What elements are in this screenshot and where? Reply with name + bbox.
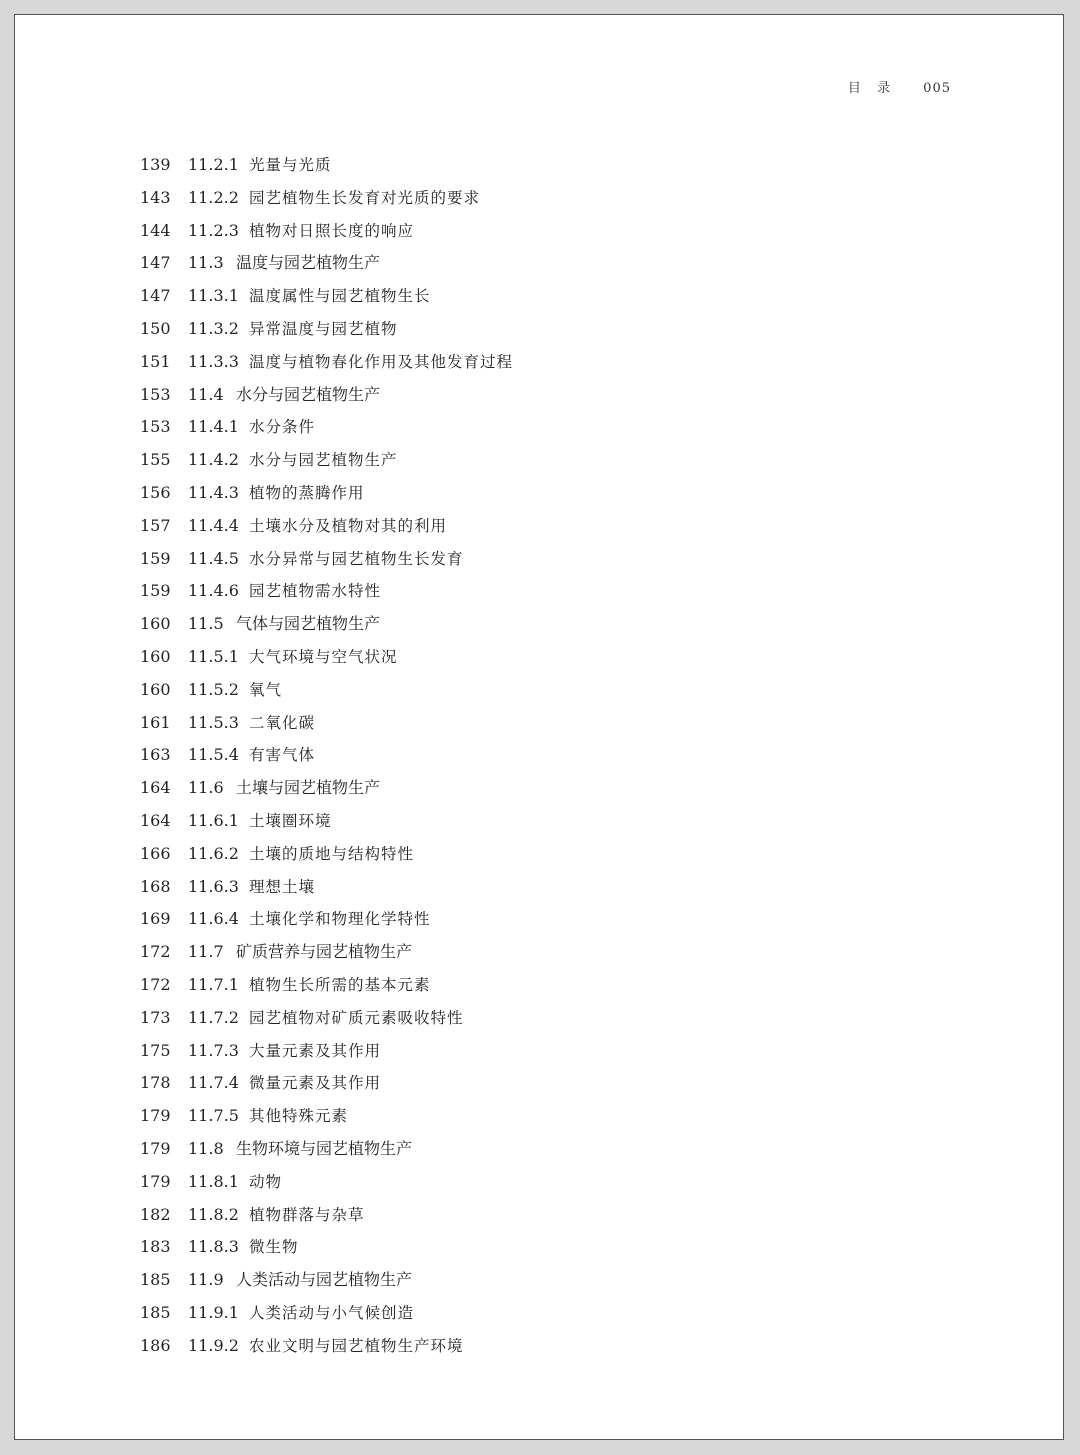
toc-section-number: 11.4.3 xyxy=(188,482,239,502)
toc-subsection-entry[interactable] xyxy=(140,1231,840,1264)
toc-entry-title: 有害气体 xyxy=(249,746,316,765)
toc-page-number: 186 xyxy=(140,1335,171,1355)
toc-subsection-entry[interactable] xyxy=(140,149,840,182)
toc-page-number: 164 xyxy=(140,778,171,798)
toc-section-number: 11.7.3 xyxy=(188,1040,239,1060)
running-header xyxy=(848,77,951,96)
toc-page-number: 185 xyxy=(140,1270,171,1290)
toc-section-number: 11.7.4 xyxy=(188,1073,239,1093)
toc-section-number: 11.4.5 xyxy=(188,548,239,568)
toc-section-number: 11.4.2 xyxy=(188,450,239,470)
table-of-contents xyxy=(140,149,840,1362)
toc-section-number: 11.9 xyxy=(188,1270,224,1290)
toc-entry-title: 土壤与园艺植物生产 xyxy=(236,778,381,798)
toc-subsection-entry[interactable] xyxy=(140,1067,840,1100)
toc-section-number: 11.5.4 xyxy=(188,745,239,765)
toc-subsection-entry[interactable] xyxy=(140,575,840,608)
toc-subsection-entry[interactable] xyxy=(140,871,840,904)
toc-entry-title: 园艺植物生长发育对光质的要求 xyxy=(249,188,481,207)
toc-subsection-entry[interactable] xyxy=(140,674,840,707)
toc-page-number: 144 xyxy=(140,220,171,240)
toc-section-number: 11.3.2 xyxy=(188,318,239,338)
toc-section-number: 11.9.1 xyxy=(188,1302,239,1322)
toc-page-number: 153 xyxy=(140,384,171,404)
toc-section-entry[interactable] xyxy=(140,379,840,412)
toc-subsection-entry[interactable] xyxy=(140,838,840,871)
toc-page-number: 183 xyxy=(140,1237,171,1257)
toc-page-number: 161 xyxy=(140,712,171,732)
toc-page-number: 143 xyxy=(140,187,171,207)
toc-page-number: 163 xyxy=(140,745,171,765)
toc-subsection-entry[interactable] xyxy=(140,215,840,248)
toc-entry-title: 大气环境与空气状况 xyxy=(249,647,398,666)
toc-page-number: 178 xyxy=(140,1073,171,1093)
toc-page-number: 168 xyxy=(140,876,171,896)
toc-section-number: 11.3.3 xyxy=(188,351,239,371)
toc-page-number: 160 xyxy=(140,646,171,666)
toc-section-number: 11.7.2 xyxy=(188,1007,239,1027)
toc-page-number: 179 xyxy=(140,1106,171,1126)
toc-page-number: 159 xyxy=(140,581,171,601)
toc-entry-title: 土壤圈环境 xyxy=(249,811,332,830)
toc-section-entry[interactable] xyxy=(140,1264,840,1297)
toc-section-number: 11.3.1 xyxy=(188,286,239,306)
toc-subsection-entry[interactable] xyxy=(140,510,840,543)
toc-section-number: 11.7 xyxy=(188,942,224,962)
toc-section-entry[interactable] xyxy=(140,608,840,641)
toc-subsection-entry[interactable] xyxy=(140,444,840,477)
toc-page-number: 150 xyxy=(140,318,171,338)
toc-page-number: 160 xyxy=(140,679,171,699)
toc-entry-title: 异常温度与园艺植物 xyxy=(249,319,398,338)
toc-entry-title: 微量元素及其作用 xyxy=(249,1074,382,1093)
toc-entry-title: 动物 xyxy=(249,1172,283,1191)
toc-subsection-entry[interactable] xyxy=(140,1166,840,1199)
toc-section-entry[interactable] xyxy=(140,1133,840,1166)
toc-section-number: 11.6.1 xyxy=(188,810,239,830)
toc-entry-title: 大量元素及其作用 xyxy=(249,1041,382,1060)
toc-section-number: 11.9.2 xyxy=(188,1335,239,1355)
toc-entry-title: 水分条件 xyxy=(249,418,316,437)
toc-page-number: 164 xyxy=(140,810,171,830)
toc-subsection-entry[interactable] xyxy=(140,1199,840,1232)
toc-page-number: 179 xyxy=(140,1171,171,1191)
toc-section-number: 11.2.1 xyxy=(188,155,239,174)
toc-section-number: 11.2.2 xyxy=(188,187,239,207)
toc-page-number: 185 xyxy=(140,1302,171,1322)
toc-entry-title: 植物群落与杂草 xyxy=(249,1205,365,1224)
toc-section-number: 11.5.3 xyxy=(188,712,239,732)
toc-page-number: 166 xyxy=(140,843,171,863)
toc-section-number: 11.7.1 xyxy=(188,974,239,994)
document-page xyxy=(14,14,1064,1440)
toc-section-number: 11.7.5 xyxy=(188,1106,239,1126)
toc-entry-title: 理想土壤 xyxy=(249,877,316,896)
toc-section-number: 11.5.2 xyxy=(188,679,239,699)
toc-page-number: 147 xyxy=(140,253,171,273)
toc-entry-title: 土壤化学和物理化学特性 xyxy=(249,910,431,929)
toc-subsection-entry[interactable] xyxy=(140,739,840,772)
toc-page-number: 157 xyxy=(140,515,171,535)
toc-section-number: 11.6 xyxy=(188,778,224,798)
toc-section-number: 11.4.1 xyxy=(188,417,239,437)
toc-page-number: 175 xyxy=(140,1040,171,1060)
toc-entry-title: 园艺植物需水特性 xyxy=(249,582,382,601)
toc-entry-title: 园艺植物对矿质元素吸收特性 xyxy=(249,1008,464,1027)
toc-entry-title: 温度与园艺植物生产 xyxy=(236,253,381,273)
toc-entry-title: 土壤水分及植物对其的利用 xyxy=(249,516,448,535)
toc-subsection-entry[interactable] xyxy=(140,411,840,444)
toc-section-entry[interactable] xyxy=(140,247,840,280)
toc-subsection-entry[interactable] xyxy=(140,1297,840,1330)
toc-section-number: 11.5 xyxy=(188,614,224,634)
toc-entry-title: 氧气 xyxy=(249,680,283,699)
toc-section-number: 11.4.6 xyxy=(188,581,239,601)
toc-entry-title: 水分与园艺植物生产 xyxy=(236,384,381,404)
toc-section-number: 11.6.3 xyxy=(188,876,239,896)
toc-entry-title: 土壤的质地与结构特性 xyxy=(249,844,415,863)
toc-subsection-entry[interactable] xyxy=(140,313,840,346)
toc-page-number: 160 xyxy=(140,614,171,634)
toc-entry-title: 温度与植物春化作用及其他发育过程 xyxy=(249,352,514,371)
toc-subsection-entry[interactable] xyxy=(140,182,840,215)
toc-section-number: 11.8 xyxy=(188,1138,224,1158)
toc-section-number: 11.8.1 xyxy=(188,1171,239,1191)
toc-subsection-entry[interactable] xyxy=(140,1330,840,1363)
toc-entry-title: 水分与园艺植物生产 xyxy=(249,451,398,470)
toc-entry-title: 光量与光质 xyxy=(249,156,332,174)
toc-subsection-entry[interactable] xyxy=(140,1100,840,1133)
toc-page-number: 182 xyxy=(140,1204,171,1224)
header-page-number: 005 xyxy=(923,81,951,96)
toc-subsection-entry[interactable] xyxy=(140,805,840,838)
toc-entry-title: 人类活动与小气候创造 xyxy=(249,1303,415,1322)
toc-page-number: 172 xyxy=(140,942,171,962)
toc-entry-title: 植物对日照长度的响应 xyxy=(249,221,415,240)
toc-page-number: 179 xyxy=(140,1138,171,1158)
toc-subsection-entry[interactable] xyxy=(140,1035,840,1068)
toc-section-number: 11.4.4 xyxy=(188,515,239,535)
toc-section-number: 11.5.1 xyxy=(188,646,239,666)
toc-entry-title: 气体与园艺植物生产 xyxy=(236,614,381,634)
toc-entry-title: 植物生长所需的基本元素 xyxy=(249,975,431,994)
toc-page-number: 139 xyxy=(140,155,171,174)
toc-section-number: 11.8.2 xyxy=(188,1204,239,1224)
toc-section-number: 11.6.4 xyxy=(188,909,239,929)
toc-entry-title: 生物环境与园艺植物生产 xyxy=(236,1138,413,1158)
toc-subsection-entry[interactable] xyxy=(140,543,840,576)
toc-section-number: 11.3 xyxy=(188,253,224,273)
toc-page-number: 169 xyxy=(140,909,171,929)
toc-entry-title: 温度属性与园艺植物生长 xyxy=(249,287,431,306)
toc-subsection-entry[interactable] xyxy=(140,641,840,674)
toc-entry-title: 人类活动与园艺植物生产 xyxy=(236,1270,413,1290)
toc-section-entry[interactable] xyxy=(140,936,840,969)
toc-entry-title: 二氧化碳 xyxy=(249,713,316,732)
toc-entry-title: 微生物 xyxy=(249,1238,299,1257)
toc-page-number: 153 xyxy=(140,417,171,437)
toc-entry-title: 矿质营养与园艺植物生产 xyxy=(236,942,413,962)
toc-subsection-entry[interactable] xyxy=(140,969,840,1002)
toc-section-number: 11.4 xyxy=(188,384,224,404)
toc-page-number: 155 xyxy=(140,450,171,470)
toc-subsection-entry[interactable] xyxy=(140,707,840,740)
header-title: 目 录 xyxy=(847,81,897,96)
toc-page-number: 151 xyxy=(140,351,171,371)
toc-page-number: 172 xyxy=(140,974,171,994)
toc-page-number: 173 xyxy=(140,1007,171,1027)
toc-entry-title: 其他特殊元素 xyxy=(249,1107,349,1126)
toc-page-number: 147 xyxy=(140,286,171,306)
toc-subsection-entry[interactable] xyxy=(140,280,840,313)
toc-section-number: 11.6.2 xyxy=(188,843,239,863)
toc-section-number: 11.2.3 xyxy=(188,220,239,240)
toc-subsection-entry[interactable] xyxy=(140,1002,840,1035)
toc-page-number: 159 xyxy=(140,548,171,568)
toc-section-number: 11.8.3 xyxy=(188,1237,239,1257)
toc-subsection-entry[interactable] xyxy=(140,346,840,379)
toc-section-entry[interactable] xyxy=(140,772,840,805)
toc-entry-title: 水分异常与园艺植物生长发育 xyxy=(249,549,464,568)
toc-entry-title: 植物的蒸腾作用 xyxy=(249,483,365,502)
toc-page-number: 156 xyxy=(140,482,171,502)
toc-subsection-entry[interactable] xyxy=(140,477,840,510)
toc-entry-title: 农业文明与园艺植物生产环境 xyxy=(249,1336,464,1355)
toc-subsection-entry[interactable] xyxy=(140,903,840,936)
